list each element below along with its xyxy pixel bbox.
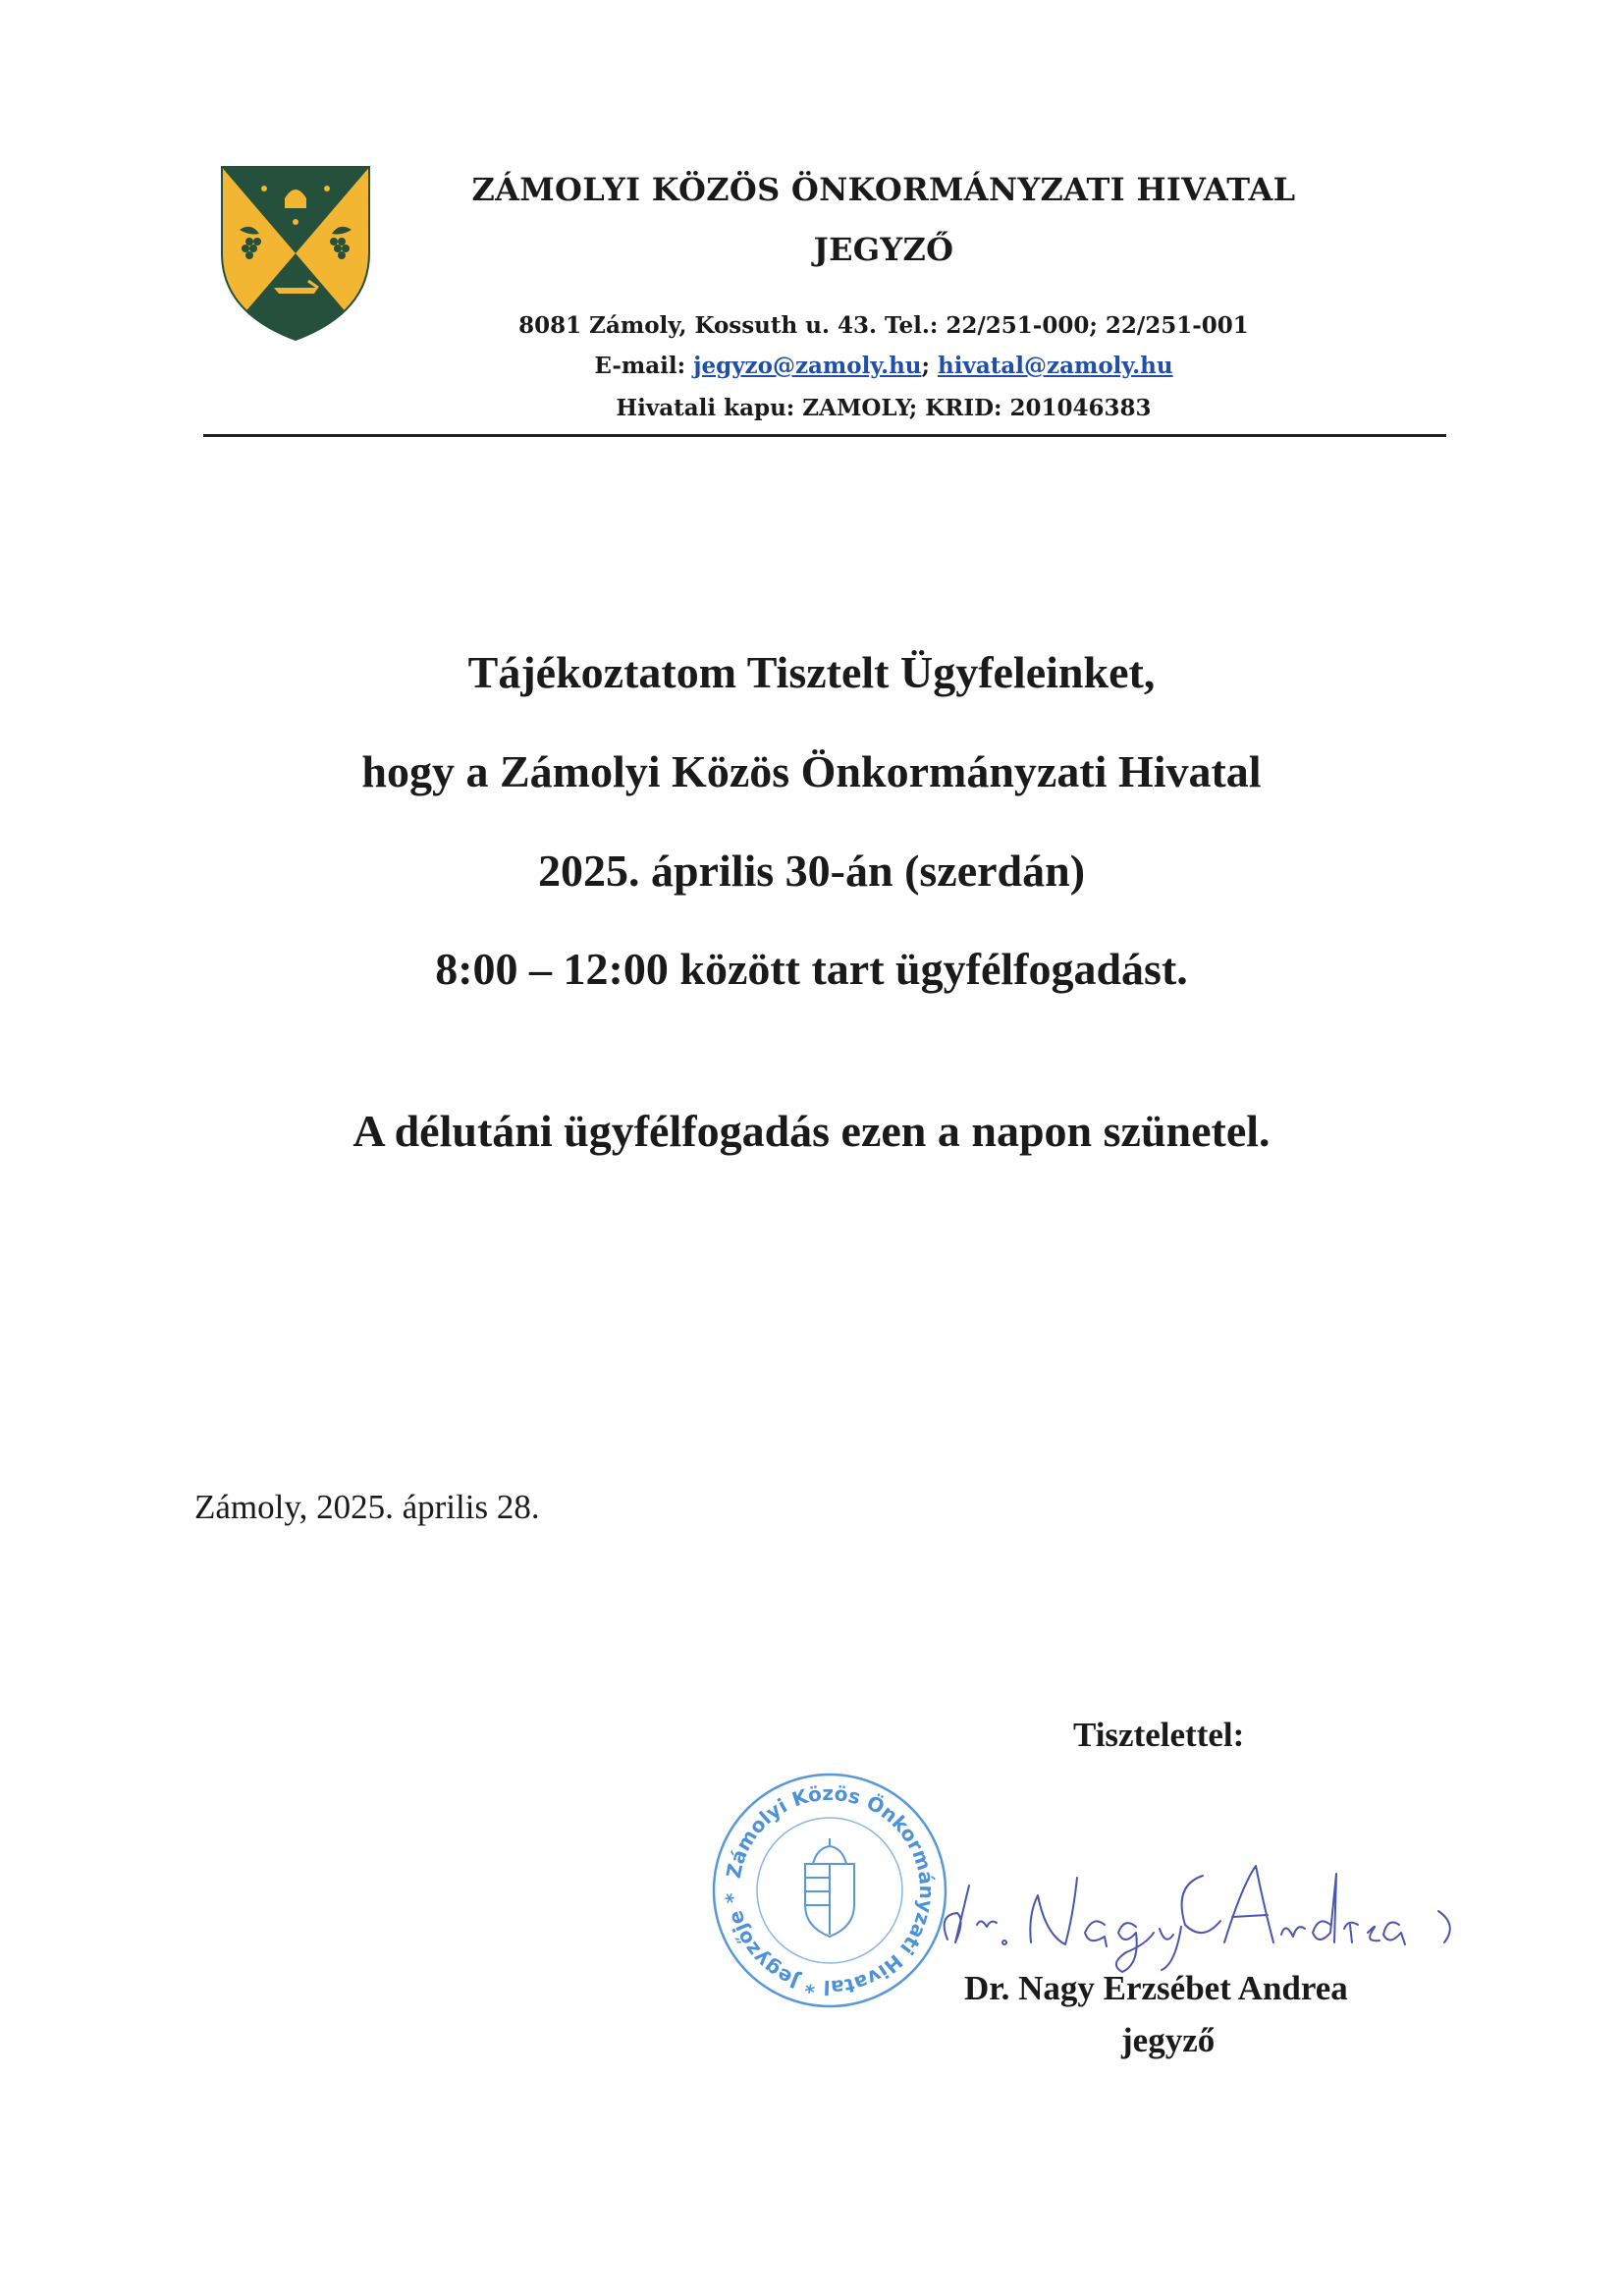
org-name: ZÁMOLYI KÖZÖS ÖNKORMÁNYZATI HIVATAL [471,171,1296,208]
notice-line-1: Tájékoztatom Tisztelt Ügyfeleinket, [467,647,1156,697]
signatory-title: jegyző [1121,2021,1216,2059]
email-separator: ; [921,353,931,379]
notice-line-2: hogy a Zámolyi Közös Önkormányzati Hivatal [361,746,1262,796]
notice-line-3: 2025. április 30-án (szerdán) [537,846,1086,896]
place-date: Zámoly, 2025. április 28. [194,1488,540,1526]
handwritten-signature [908,1827,1497,1974]
coat-of-arms-logo [220,165,371,342]
closing-text: Tisztelettel: [1073,1716,1245,1754]
signatory-name: Dr. Nagy Erzsébet Andrea [964,1969,1348,2007]
gateway-line: Hivatali kapu: ZAMOLY; KRID: 201046383 [616,395,1152,421]
email-link-hivatal[interactable]: hivatal@zamoly.hu [938,353,1173,379]
email-label: E-mail: [594,353,686,379]
email-line [393,353,1375,379]
address-line: 8081 Zámoly, Kossuth u. 43. Tel.: 22/251-000; 22/251-001 [518,312,1249,339]
role-title: JEGYZŐ [813,231,954,268]
notice-line-5: A délutáni ügyfélfogadás ezen a napon szünetel. [352,1106,1271,1156]
notice-line-4: 8:00 – 12:00 között tart ügyfélfogadást. [435,944,1188,994]
stamp-text: Zámolyi Közös Önkormányzati Hivatal * Jegyzője * [720,1780,940,2000]
email-link-jegyzo[interactable]: jegyzo@zamoly.hu [693,353,922,379]
header-divider [203,434,1446,437]
